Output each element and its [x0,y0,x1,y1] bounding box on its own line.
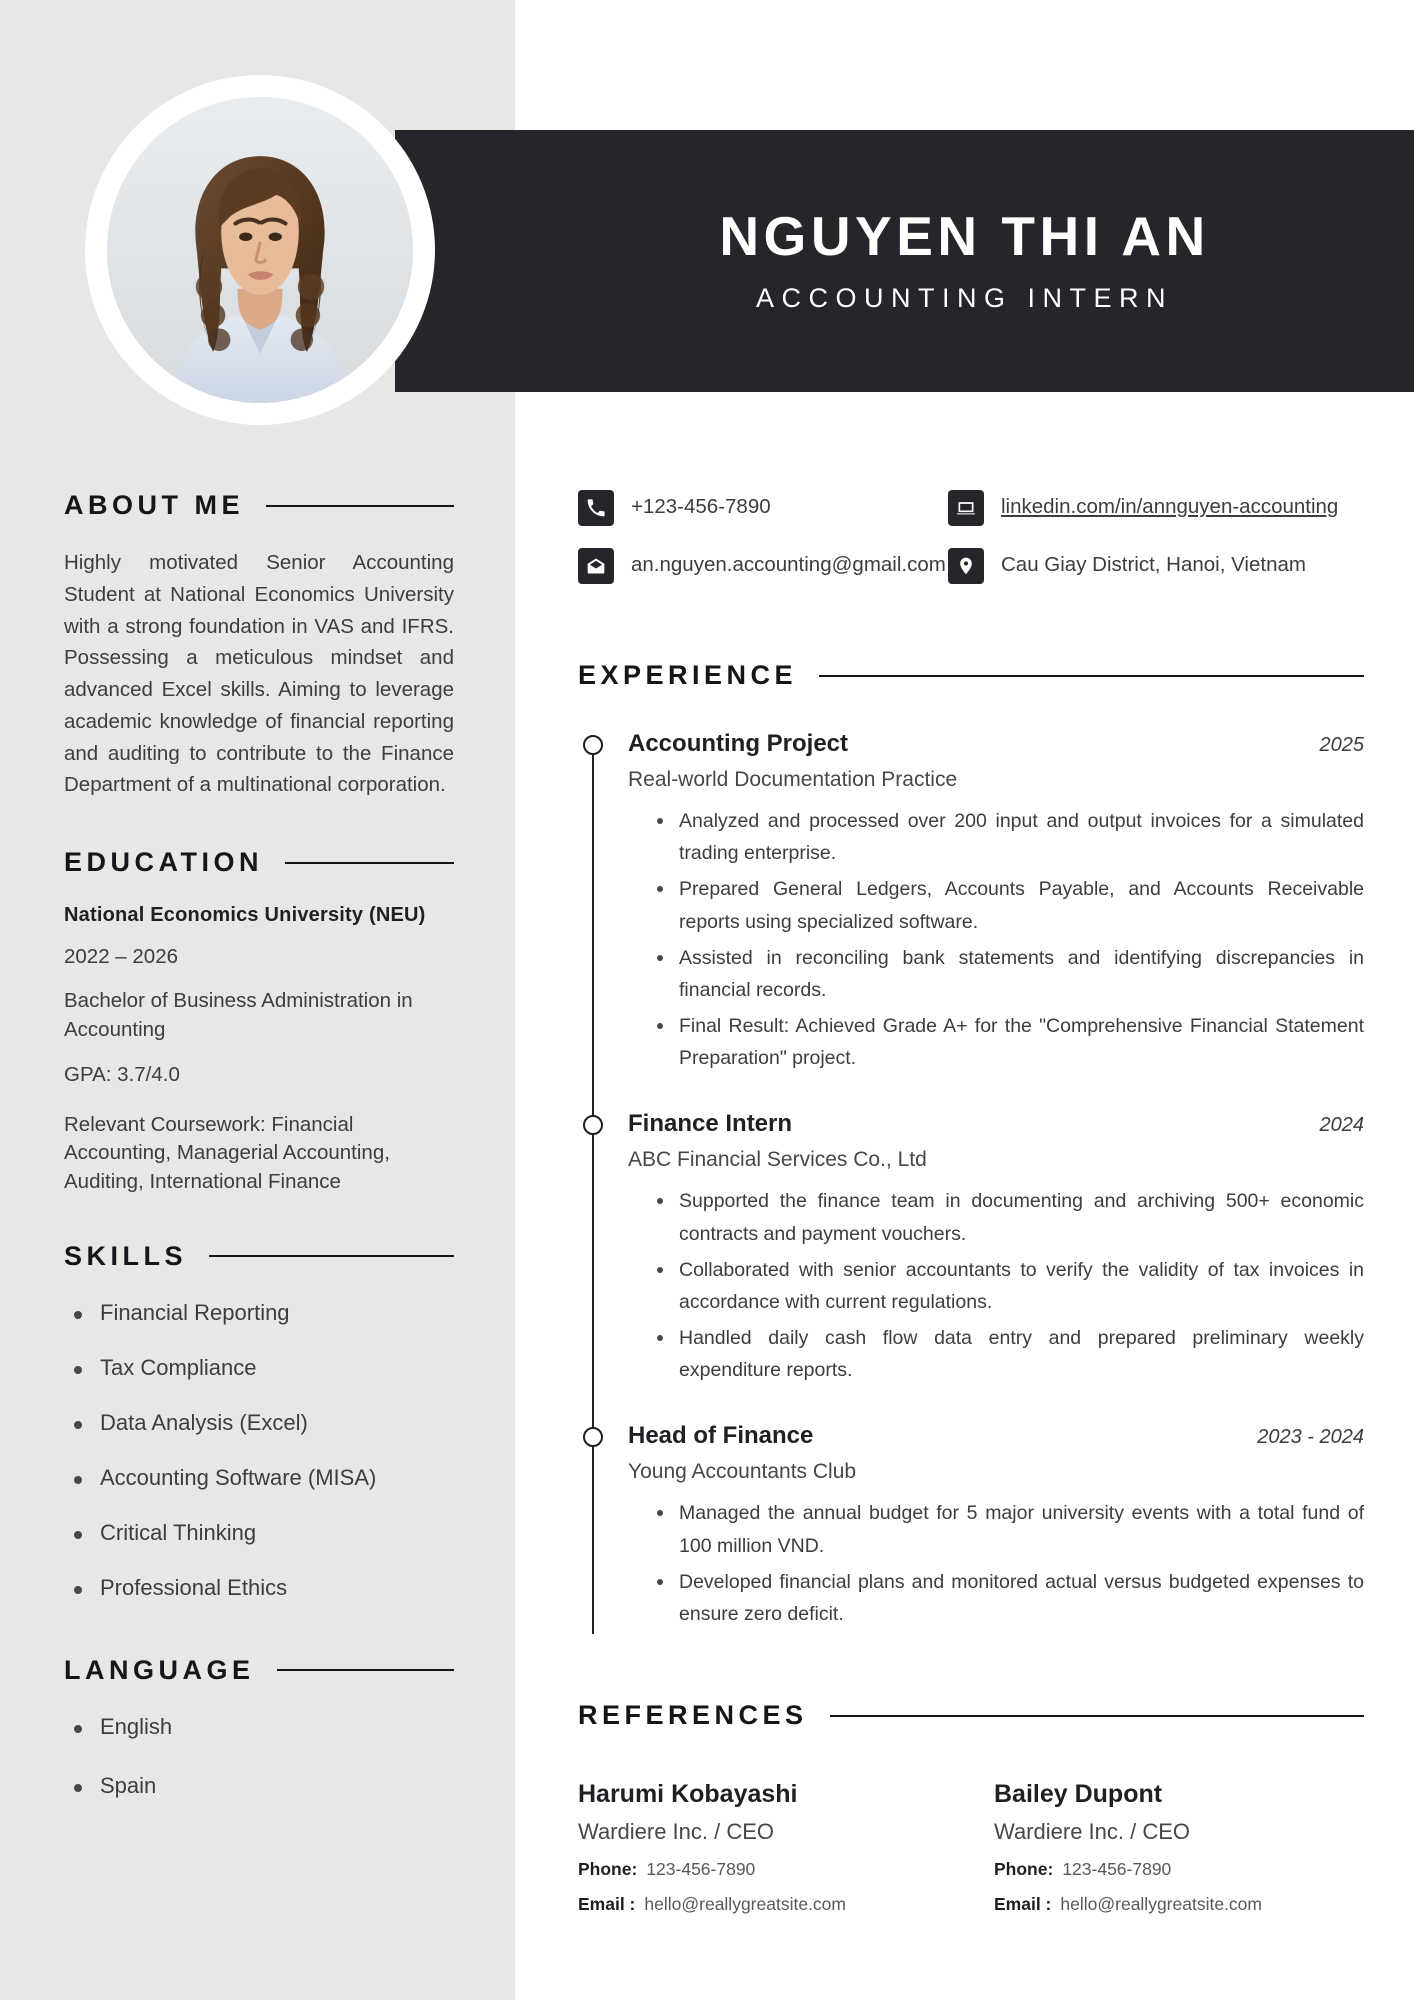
contact-item-phone [578,490,948,526]
experience-heading-label: EXPERIENCE [578,660,798,690]
skill-item: Accounting Software (MISA) [64,1465,454,1491]
experience-title: Accounting Project [628,730,849,757]
laptop-icon [948,490,984,526]
contact-value: +123-456-7890 [631,495,771,518]
skill-item: Financial Reporting [64,1300,454,1326]
reference-card [578,1780,948,1915]
job-role-subtitle: ACCOUNTING INTERN [756,283,1173,314]
profile-photo [107,97,413,403]
reference-organization: Wardiere Inc. / CEO [994,1819,1191,1844]
experience-date: 2024 [1319,1114,1364,1137]
education-entry [64,904,454,1196]
reference-name: Bailey Dupont [994,1780,1163,1808]
skill-item: Critical Thinking [64,1520,454,1546]
experience-bullet: Prepared General Ledgers, Accounts Payable, and Accounts Receivable reports using specialized software. [654,873,1364,937]
education-coursework: Relevant Coursework: Financial Accounting, Managerial Accounting, Auditing, International Finance [64,1112,390,1193]
experience-entry [578,730,1364,1074]
about-heading-label: ABOUT ME [64,490,244,520]
education-section-heading [64,847,454,878]
skill-item: Data Analysis (Excel) [64,1410,454,1436]
skill-item: Professional Ethics [64,1575,454,1601]
language-section-heading [64,1655,454,1686]
experience-title-row [628,1110,1364,1138]
avatar [85,75,435,425]
reference-email-value: hello@reallygreatsite.com [1060,1894,1262,1914]
language-item: English [64,1714,454,1740]
education-heading-rule [285,862,454,864]
reference-email-value: hello@reallygreatsite.com [644,1894,846,1914]
experience-bullet-list [628,1185,1364,1386]
experience-bullet: Handled daily cash flow data entry and prepared preliminary weekly expenditure reports. [654,1322,1364,1386]
references-heading-rule [830,1715,1364,1717]
language-list [64,1714,454,1799]
experience-entry [578,1110,1364,1386]
contact-item-location-pin [948,548,1368,584]
education-years: 2022 – 2026 [64,945,179,969]
envelope-icon [578,548,614,584]
experience-bullet: Developed financial plans and monitored actual versus budgeted expenses to ensure zero deficit. [654,1566,1364,1630]
references-section-heading [578,1700,1364,1731]
experience-bullet-list [628,805,1364,1074]
experience-organization: Young Accountants Club [628,1460,857,1484]
about-paragraph: Highly motivated Senior Accounting Student at National Economics University with a strong foundation in VAS and IFRS. Possessing a meticulous mindset and advanced Excel skills. Aiming to leverage academic knowledge of financial reporting and auditing to contribute to the Finance Department of a multinational corporation. [64,551,454,797]
experience-timeline [578,730,1364,1634]
reference-email-label: Email : [994,1894,1052,1914]
reference-phone-value: 123-456-7890 [1062,1859,1172,1879]
experience-bullet: Assisted in reconciling bank statements and identifying discrepancies in financial records. [654,942,1364,1006]
about-heading-rule [266,505,454,507]
education-gpa: GPA: 3.7/4.0 [64,1062,180,1086]
experience-title-row [628,730,1364,758]
location-pin-icon [948,548,984,584]
contact-item-envelope [578,548,948,584]
education-heading-label: EDUCATION [64,847,263,878]
experience-entry [578,1422,1364,1630]
experience-organization: Real-world Documentation Practice [628,768,958,791]
experience-organization: ABC Financial Services Co., Ltd [628,1148,927,1172]
timeline-dot-icon [583,1115,603,1135]
contact-info [578,490,1368,584]
reference-name: Harumi Kobayashi [578,1780,798,1808]
skills-heading-label: SKILLS [64,1240,188,1271]
experience-title-row [628,1422,1364,1450]
education-degree: Bachelor of Business Administration in Accounting [64,989,413,1041]
experience-title: Finance Intern [628,1110,793,1138]
experience-section-heading [578,660,1364,691]
timeline-dot-icon [583,735,603,755]
reference-phone-label: Phone: [578,1859,638,1879]
language-item: Spain [64,1773,454,1799]
references-heading-label: REFERENCES [578,1700,808,1730]
skills-section-heading [64,1241,454,1272]
experience-bullet-list [628,1497,1364,1630]
skills-heading-rule [209,1255,454,1257]
experience-title: Head of Finance [628,1422,814,1450]
skills-list [64,1300,454,1601]
phone-icon [578,490,614,526]
reference-email-label: Email : [578,1894,636,1914]
reference-card [994,1780,1364,1915]
experience-bullet: Collaborated with senior accountants to verify the validity of tax invoices in accordance with current regulations. [654,1254,1364,1318]
contact-value[interactable]: linkedin.com/in/annguyen-accounting [1001,495,1339,518]
reference-contact-line [578,1894,948,1915]
experience-bullet: Supported the finance team in documenting and archiving 500+ economic contracts and payment vouchers. [654,1185,1364,1249]
education-school: National Economics University (NEU) [64,904,426,927]
reference-phone-value: 123-456-7890 [646,1859,756,1879]
experience-bullet: Final Result: Achieved Grade A+ for the "Comprehensive Financial Statement Preparation" project. [654,1010,1364,1074]
sidebar-content [64,490,454,1832]
contact-value: an.nguyen.accounting@gmail.com [631,553,946,576]
references-list [578,1780,1364,1915]
language-heading-label: LANGUAGE [64,1654,255,1685]
experience-list [578,730,1364,1630]
contact-item-laptop[interactable] [948,490,1368,526]
contact-value: Cau Giay District, Hanoi, Vietnam [1001,553,1306,576]
language-heading-rule [277,1669,455,1671]
reference-organization: Wardiere Inc. / CEO [578,1819,775,1844]
page-title: NGUYEN THI AN [719,204,1210,267]
experience-date: 2023 - 2024 [1257,1426,1364,1449]
experience-bullet: Analyzed and processed over 200 input and output invoices for a simulated trading enterprise. [654,805,1364,869]
reference-contact-line [994,1859,1364,1880]
reference-phone-label: Phone: [994,1859,1054,1879]
name-banner [395,130,1414,392]
about-section-heading [64,490,454,521]
reference-contact-line [994,1894,1364,1915]
skill-item: Tax Compliance [64,1355,454,1381]
experience-bullet: Managed the annual budget for 5 major university events with a total fund of 100 million VND. [654,1497,1364,1561]
experience-heading-rule [819,675,1364,677]
timeline-dot-icon [583,1427,603,1447]
experience-date: 2025 [1319,734,1364,756]
reference-contact-line [578,1859,948,1880]
